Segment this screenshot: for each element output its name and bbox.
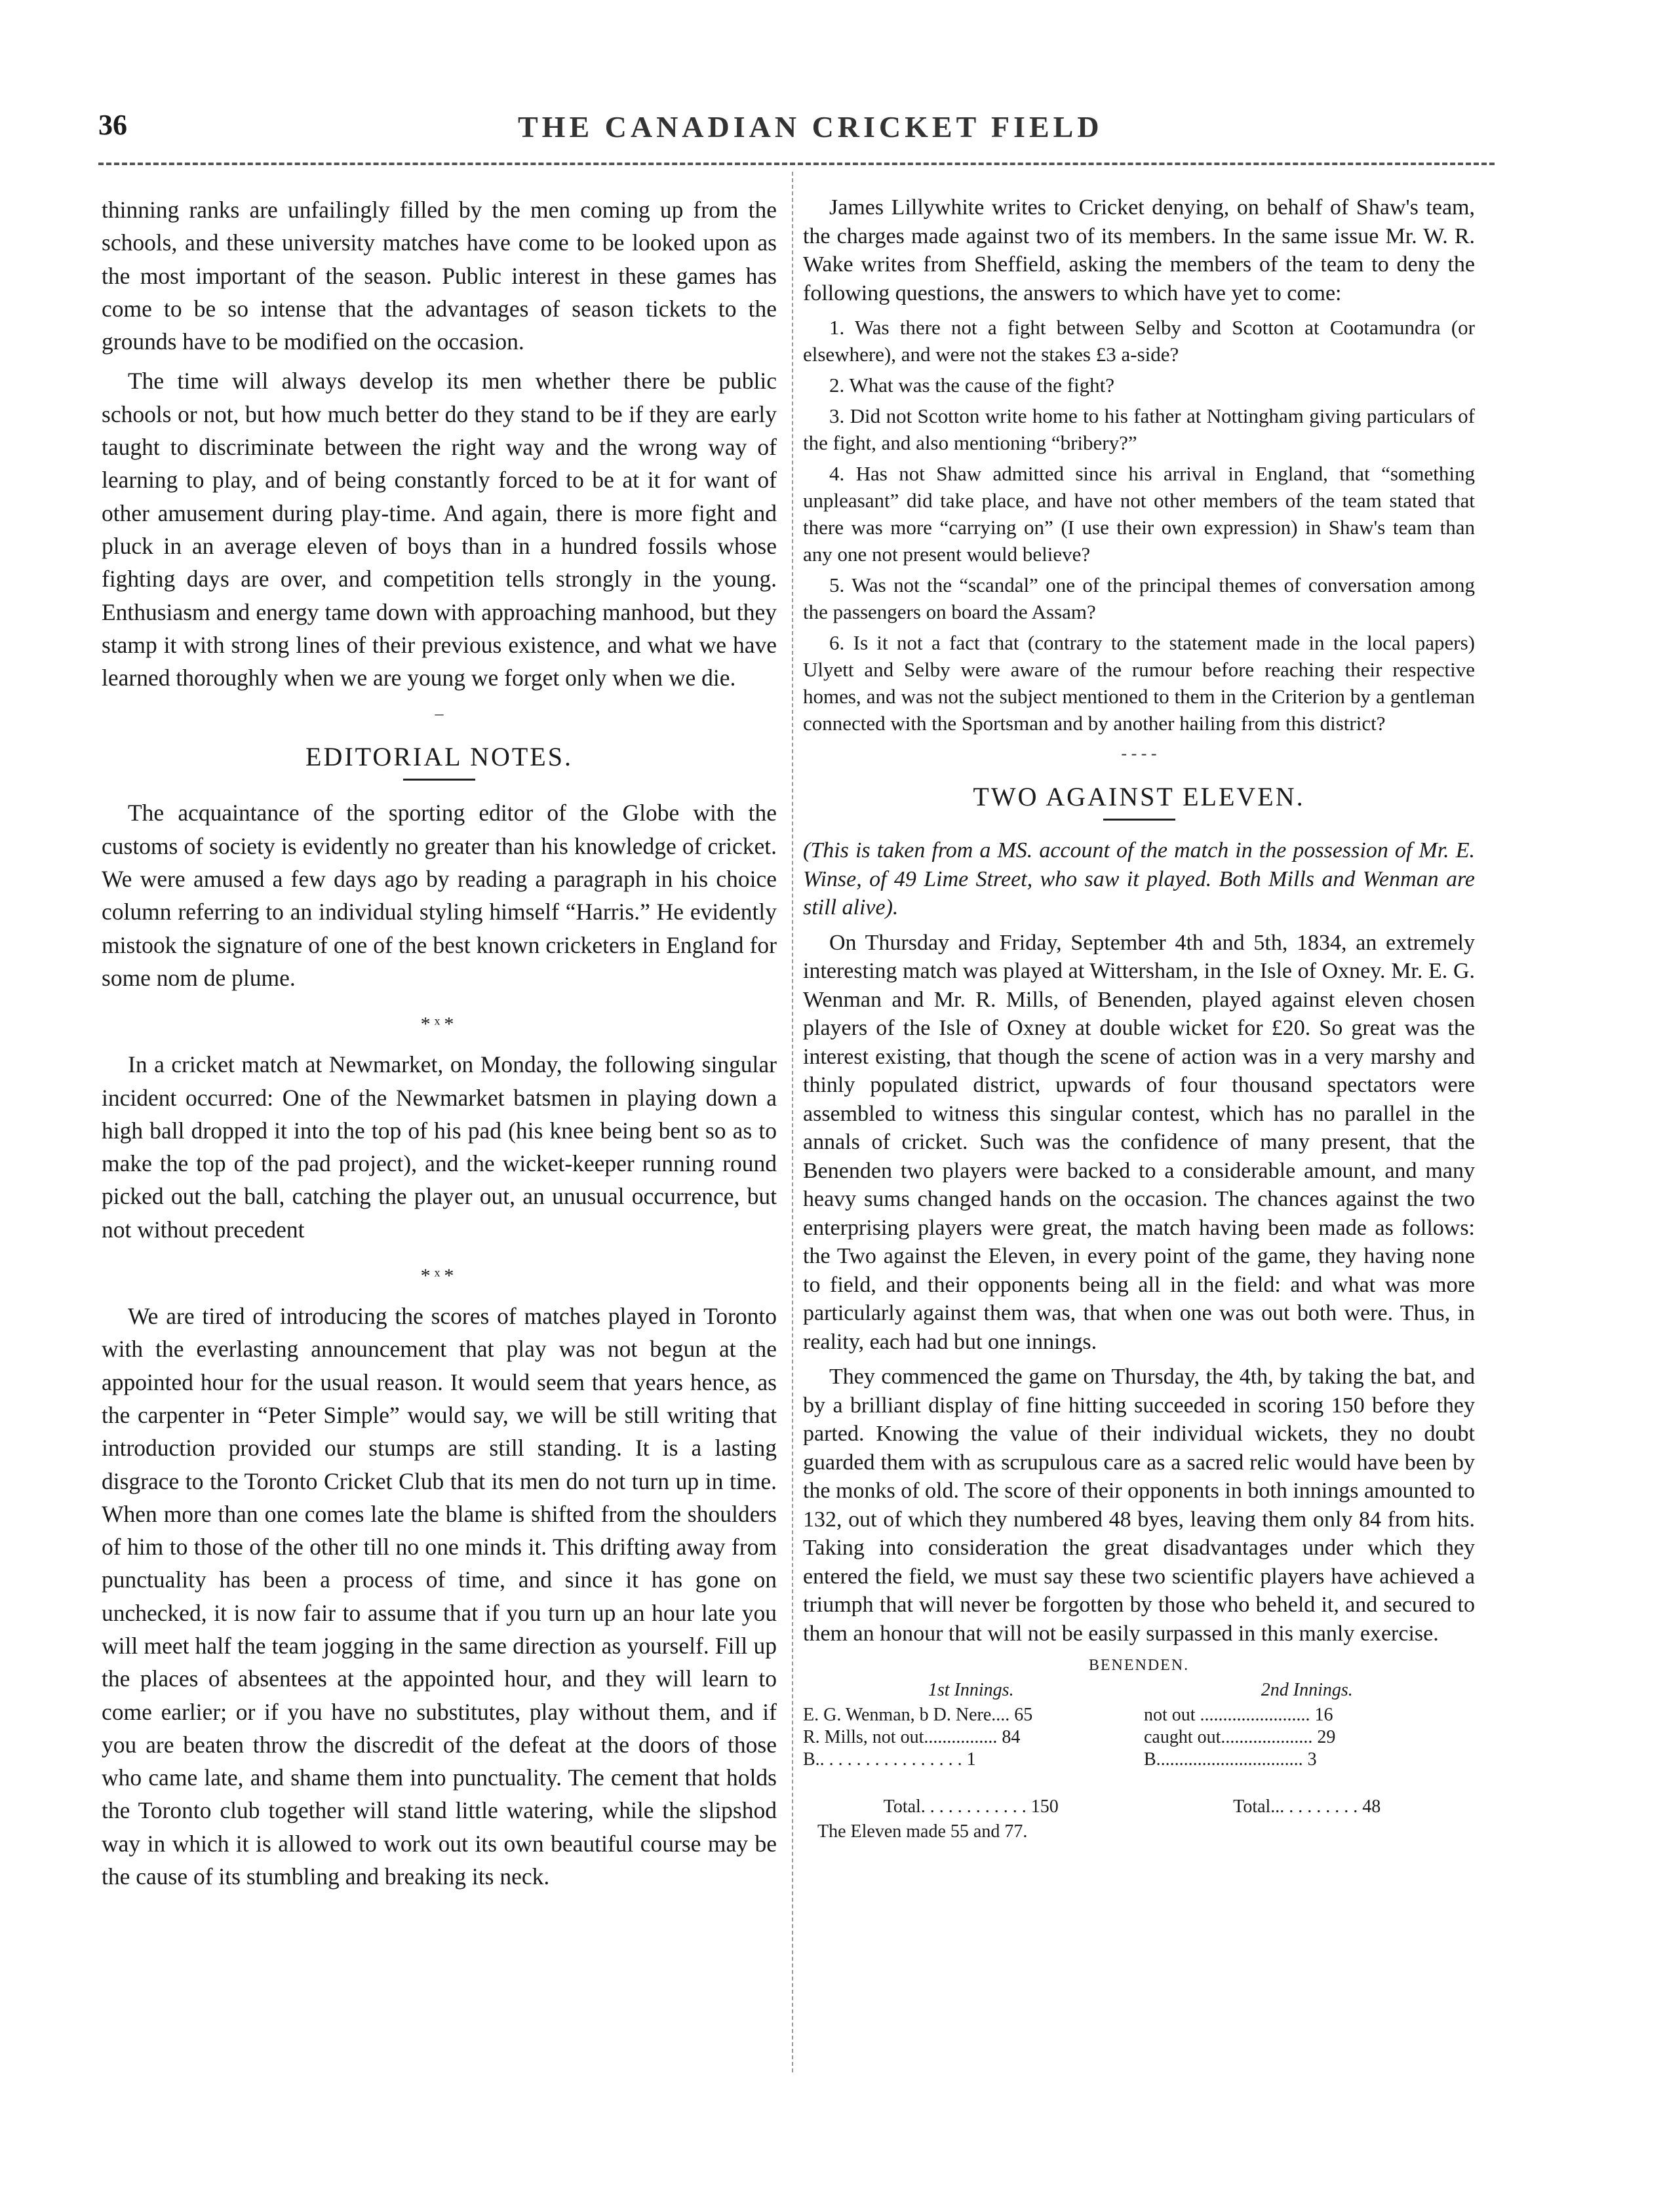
question: 1. Was there not a fight between Selby and Scotton at Cootamundra (or elsewhere), and were not the stakes £3 a-side? [803,316,1475,366]
first-innings-label: 1st Innings. [928,1680,1014,1700]
page-header [98,108,1495,154]
italic-note: (This is taken from a MS. account of the match in the possession of Mr. E. Winse, of 49 Lime Street, who saw it played. Both Mills and Wenman are still alive). [803,838,1475,920]
separator: - - - - [1121,744,1157,763]
section-heading: EDITORIAL NOTES. [305,742,573,772]
editorial-note: In a cricket match at Newmarket, on Monday, the following singular incident occurred: One of the Newmarket batsmen in playing down a high ball dropped it into the top of his pad (his knee being bent so as to make the top of the pad project), and the wicket-keeper running round picked out the ball, catching the player out, an unusual occurrence, but not without precedent [102,1051,777,1243]
second-innings-entry: caught out.................... 29 [1144,1727,1336,1747]
column-divider [792,172,793,2072]
header-rule [98,163,1495,165]
asterism: *ˣ* [420,1013,458,1036]
scorecard-innings-header [803,1679,1475,1701]
question: 4. Has not Shaw admitted since his arrival in England, that “something unpleasant” did take place, and have not other members of the team stated that there was more “carrying on” (I use their own expression) in Shaw's team than any one not present would believe? [803,462,1475,566]
scorecard-row [803,1726,1475,1749]
question: 6. Is it not a fact that (contrary to the statement made in the local papers) Ulyett and Selby were aware of the rumour before reaching their respective homes, and was not the subject mentioned to them in the Criterion by a gentleman connected with the Sportsman and by another hailing from this district? [803,631,1475,735]
question: 3. Did not Scotton write home to his father at Nottingham giving particulars of the fight, and also mentioning “bribery?” [803,404,1475,454]
scorecard-row [803,1749,1475,1771]
scorecard-row [803,1704,1475,1726]
separator: – [435,704,444,724]
paragraph: They commenced the game on Thursday, the 4th, by taking the bat, and by a brilliant display of fine hitting succeeded in scoring 150 before they parted. Knowing the value of their individual wickets, they no doubt guarded them with as scrupulous care as a sacred relic would have been by the monks of old. The score of their opponents in both innings amounted to 132, out of which they numbered 48 byes, leaving them only 84 from hits. Taking into consideration the great disadvantages under which they entered the field, we must say these two scientific players have achieved a triumph that will never be forgotten by those who beheld it, and secured to them an honour that will not be easily surpassed in this manly exercise. [803,1365,1475,1646]
editorial-note: The acquaintance of the sporting editor of the Globe with the customs of society is evidently no greater than his knowledge of cricket. We were amused a few days ago by reading a paragraph in his choice column referring to an individual styling himself “Harris.” He evidently mistook the signature of one of the best known cricketers in England for some nom de plume. [102,800,777,991]
scorecard [803,1654,1475,1843]
second-innings-total: Total... . . . . . . . . 48 [1233,1796,1381,1817]
page-number: 36 [98,109,127,141]
paragraph: James Lillywhite writes to Cricket denying, on behalf of Shaw's team, the charges made against two of its members. In the same issue Mr. W. R. Wake writes from Sheffield, asking the members of the team to deny the following questions, the answers to which have yet to come: [803,195,1475,305]
heading-rule [403,779,475,781]
scorecard-team: BENENDEN. [1088,1657,1190,1674]
second-innings-entry: not out ........................ 16 [1144,1705,1333,1725]
paragraph: The time will always develop its men whether there be public schools or not, but how much better do they stand to be if they are early taught to discriminate between the right way and the wrong way of learning to play, and of being constantly forced to be at it for want of other amusement during play-time. And again, there is more fight and pluck in an average eleven of boys than in a hundred fossils whose fighting days are over, and competition tells strongly in the young. Enthusiasm and energy tame down with approaching manhood, but they stamp it with strong lines of their previous existence, and what we have learned thoroughly when we are young we forget only when we die. [102,368,777,691]
first-innings-entry: R. Mills, not out................ 84 [803,1727,1021,1747]
eleven-score-line: The Eleven made 55 and 77. [817,1821,1028,1842]
first-innings-entry: B.. . . . . . . . . . . . . . . . 1 [803,1749,976,1770]
asterism: *ˣ* [420,1265,458,1287]
question: 2. What was the cause of the fight? [829,374,1114,397]
second-innings-entry: B................................ 3 [1144,1749,1317,1770]
left-column [102,193,777,1899]
question: 5. Was not the “scandal” one of the principal themes of conversation among the passengers on board the Assam? [803,573,1475,623]
first-innings-entry: E. G. Wenman, b D. Nere.... 65 [803,1705,1033,1725]
editorial-note: We are tired of introducing the scores of matches played in Toronto with the everlasting announcement that play was not begun at the appointed hour for the usual reason. It would seem that years hence, as the carpenter in “Peter Simple” would say, we will be still writing that introduction provided our stumps are still standing. It is a lasting disgrace to the Toronto Cricket Club that its men do not turn up in time. When more than one comes late the blame is shifted from the shoulders of him to those of the other till no one minds it. This drifting away from punctuality has been a process of time, and since it has gone on unchecked, it is now fair to assume that if you turn up an hour late you will meet half the team jogging in the same direction as yourself. Fill up the places of absentees at the appointed hour, and they will learn to come earlier; or if you have no substitutes, play without them, and if you are beaten throw the discredit of the defeat at the doors of those who came late, and shame them into punctuality. The cement that holds the Toronto club together will stand little watering, while the slipshod way in which it is allowed to work out its own beautiful course may be the cause of its stumbling and breaking its neck. [102,1303,777,1890]
first-innings-total: Total. . . . . . . . . . . . 150 [883,1796,1059,1817]
scorecard-totals [803,1796,1475,1818]
heading-rule [1103,819,1175,821]
right-column [803,193,1475,1843]
second-innings-label: 2nd Innings. [1261,1680,1353,1700]
masthead: THE CANADIAN CRICKET FIELD [518,110,1103,144]
paragraph: thinning ranks are unfailingly filled by the men coming up from the schools, and these university matches have come to be looked upon as the most important of the season. Public interest in these games has come to be so intense that the advantages of season tickets to the grounds have to be modified on the occasion. [102,197,777,355]
section-heading: TWO AGAINST ELEVEN. [973,782,1305,811]
paragraph: On Thursday and Friday, September 4th and 5th, 1834, an extremely interesting match was played at Wittersham, in the Isle of Oxney. Mr. E. G. Wenman and Mr. R. Mills, of Benenden, played against eleven chosen players of the Isle of Oxney at double wicket for £20. So great was the interest existing, that though the scene of action was in a very marshy and thinly populated district, upwards of four thousand spectators were assembled to witness this singular contest, which has no parallel in the annals of cricket. Such was the confidence of many present, that the Benenden two players were backed to a considerable amount, and many heavy sums changed hands on the occasion. The chances against the two enterprising players were great, the match having been made as follows: the Two against the Eleven, in every point of the game, they having none to field, and their opponents being all in the field: and what was more particularly against them was, that when one was out both were. Thus, in reality, each had but one innings. [803,930,1475,1354]
